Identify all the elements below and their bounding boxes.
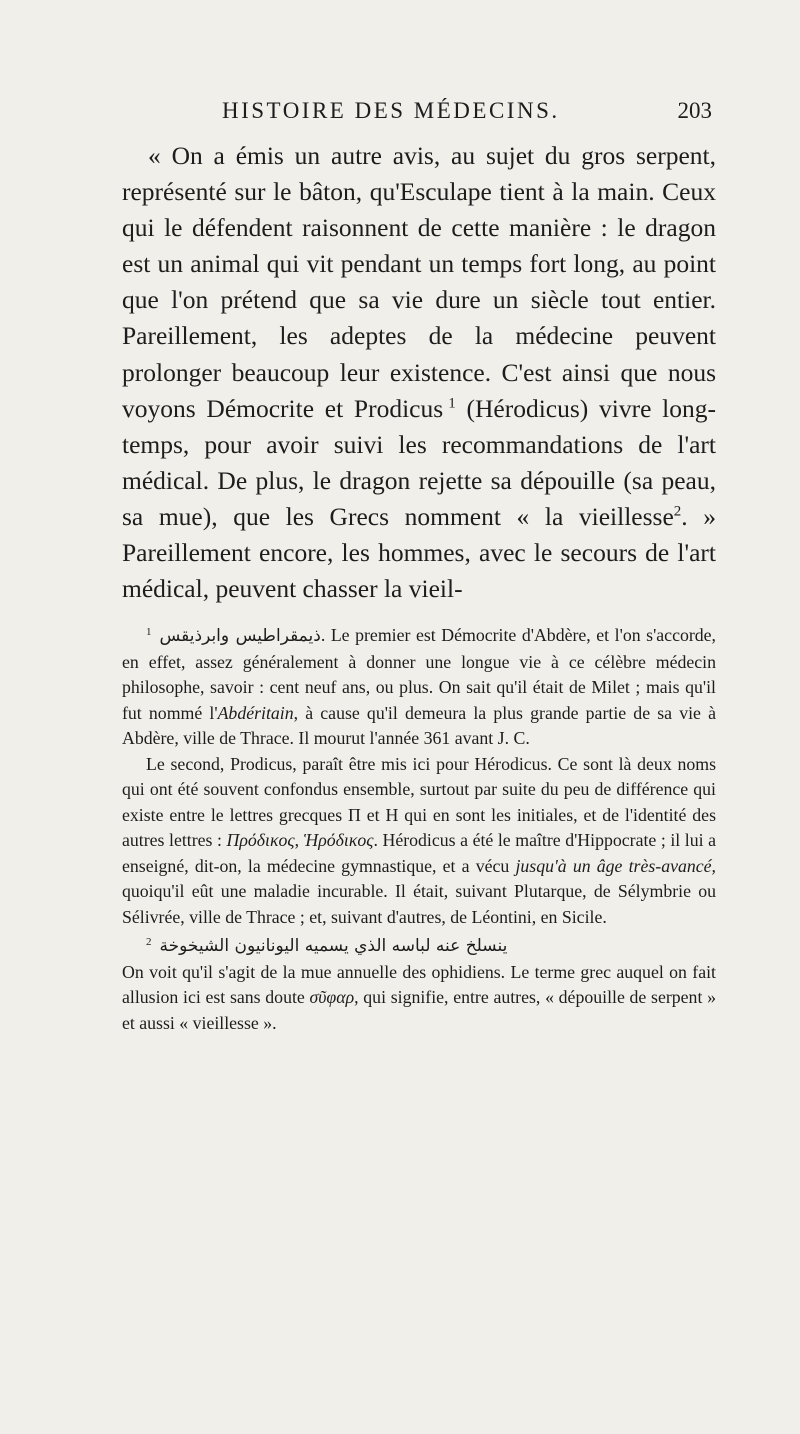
footnote-2 bbox=[122, 930, 716, 960]
arabic-quote: ذيمقراطيس وابرذيقس bbox=[159, 626, 321, 646]
paragraph-text: (Hérodicus) vivre long-temps, pour avoir suivi les recommandations de l'art médical. De plus, le dragon rejette sa dépouille (sa peau, sa mue), que les Grecs nomment « la vieillesse bbox=[122, 393, 716, 531]
footnote-text: On voit qu'il s'agit de la mue annuelle des ophidiens. Le terme grec auquel on fait allusion ici est sans doute bbox=[122, 961, 716, 1007]
footnote-1 bbox=[122, 620, 716, 752]
footnotes bbox=[122, 620, 716, 1036]
running-title: HISTOIRE DES MÉDECINS. bbox=[222, 98, 560, 123]
page-number: 203 bbox=[677, 98, 712, 123]
separator: , bbox=[294, 830, 304, 850]
footnote-italic: jusqu'à un âge très-avancé, bbox=[515, 855, 716, 876]
main-text bbox=[122, 138, 716, 607]
running-header bbox=[122, 98, 712, 134]
footnote-text: Le second, Prodicus, paraît être mis ici pour Hérodicus. Ce sont là deux noms qui ont été souvent confondus ensemble, surtout par suite du peu de différence qui existe entre le lettres grecques Π et Η qui en sont les initiales, et de l'identité des autres lettres : bbox=[122, 753, 716, 850]
main-paragraph bbox=[122, 138, 716, 607]
footnote-ref-2: 2 bbox=[673, 503, 682, 520]
paragraph-text: « On a émis un autre avis, au sujet du gros serpent, représenté sur le bâton, qu'Esculape tient à la main. Ceux qui le défendent raisonnent de cette manière : le dragon est un animal qui vit pendant un temps fort long, au point que l'on prétend que sa vie dure un siècle tout entier. Pareillement, les adeptes de la médecine peuvent prolonger beaucoup leur existence. C'est ainsi que nous voyons Démocrite et Prodicus bbox=[122, 141, 716, 423]
footnote-text: , à cause qu'il demeura la plus grande partie de sa vie à Abdère, ville de Thrace. Il mourut l'année 361 avant J. C. bbox=[122, 702, 717, 748]
greek-word: Πρόδικος bbox=[226, 830, 295, 850]
greek-word: σῦφαρ bbox=[309, 987, 355, 1007]
paragraph-text: . » Pareillement encore, les hommes, avec le secours de l'art médical, peuvent chasser la vieil- bbox=[122, 501, 717, 604]
footnote-1-continued bbox=[122, 752, 716, 931]
footnote-text: . Hérodicus a été le maître d'Hippocrate ; il lui a enseigné, dit-on, la médecine gymnastique, et a vécu bbox=[122, 830, 716, 876]
footnote-marker: 1 bbox=[146, 626, 152, 638]
footnote-text: . Le premier est Démocrite d'Abdère, et l'on s'accorde, en effet, assez généralement à donner une longue vie à ce célèbre médecin philosophe, savoir : cent neuf ans, ou plus. On sait qu'il était de Milet ; mais qu'il fut nommé l' bbox=[122, 625, 716, 723]
footnote-ref-1: 1 bbox=[448, 395, 456, 412]
arabic-quote: ينسلخ عنه لباسه الذي يسميه اليونانيون الشيخوخة bbox=[159, 936, 508, 956]
footnote-italic: Abdéritain bbox=[217, 702, 294, 723]
footnote-text: quoiqu'il eût une maladie incurable. Il était, suivant Plutarque, de Sélymbrie ou Sélivrée, ville de Thrace ; et, suivant d'autres, de Léontini, en Sicile. bbox=[122, 881, 716, 927]
footnote-marker: 2 bbox=[146, 936, 152, 948]
greek-word: Ἡρόδικος bbox=[303, 830, 374, 850]
footnote-2-text bbox=[122, 960, 716, 1037]
footnote-text: , qui signifie, entre autres, « dépouille de serpent » et aussi « vieillesse ». bbox=[122, 987, 716, 1033]
